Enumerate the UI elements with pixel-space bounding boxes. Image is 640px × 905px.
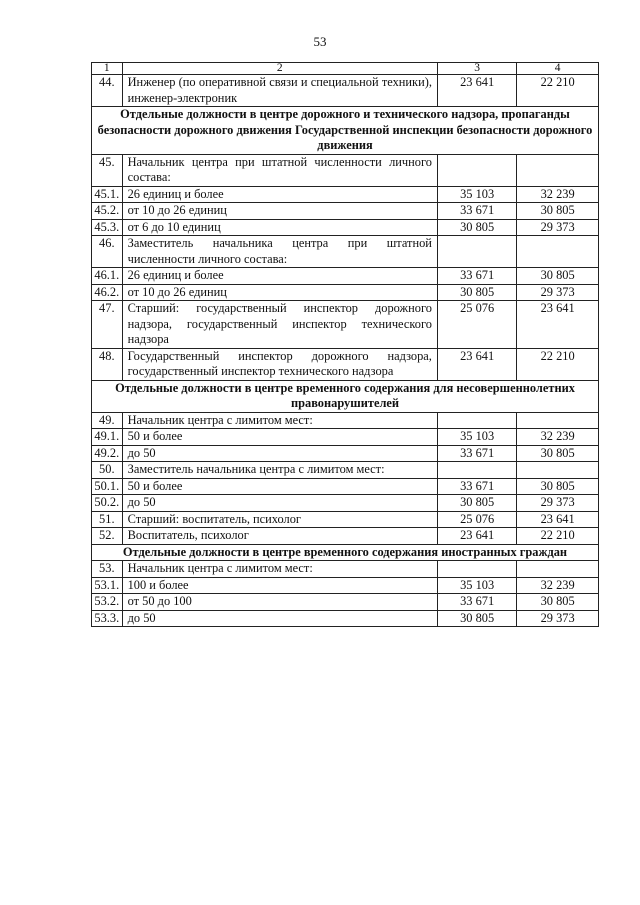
position-title: Старший: воспитатель, психолог [122,511,437,528]
column-number-2: 2 [122,63,437,75]
value-column-3 [437,412,516,429]
position-title: от 10 до 26 единиц [122,203,437,220]
position-title: Старший: государственный инспектор дорожного надзора, государственный инспектор технического надзора [122,301,437,349]
value-column-3: 30 805 [437,219,516,236]
position-title: до 50 [122,610,437,627]
row-number: 53.3. [92,610,123,627]
value-column-4: 32 239 [517,577,599,594]
value-column-4: 29 373 [517,610,599,627]
row-number: 50.1. [92,478,123,495]
section-header-row [92,544,599,561]
row-number: 44. [92,75,123,107]
position-title: от 10 до 26 единиц [122,284,437,301]
value-column-3 [437,561,516,578]
value-column-3: 25 076 [437,301,516,349]
position-title: до 50 [122,445,437,462]
value-column-4: 30 805 [517,268,599,285]
row-number: 47. [92,301,123,349]
table-row [92,186,599,203]
value-column-4: 23 641 [517,511,599,528]
row-number: 52. [92,528,123,545]
row-number: 50. [92,462,123,479]
table-row [92,412,599,429]
value-column-4: 32 239 [517,186,599,203]
position-title: Заместитель начальника центра с лимитом мест: [122,462,437,479]
table-row [92,495,599,512]
value-column-4: 22 210 [517,528,599,545]
position-title: 50 и более [122,429,437,446]
value-column-3: 35 103 [437,577,516,594]
section-header-row [92,107,599,155]
value-column-3 [437,462,516,479]
row-number: 48. [92,348,123,380]
value-column-4 [517,236,599,268]
value-column-3: 33 671 [437,268,516,285]
table-row [92,462,599,479]
value-column-3 [437,154,516,186]
position-title: от 50 до 100 [122,594,437,611]
position-title: Начальник центра с лимитом мест: [122,412,437,429]
row-number: 45.3. [92,219,123,236]
value-column-3: 23 641 [437,75,516,107]
value-column-4 [517,154,599,186]
position-title: 100 и более [122,577,437,594]
row-number: 49. [92,412,123,429]
position-title: Воспитатель, психолог [122,528,437,545]
value-column-4: 22 210 [517,75,599,107]
position-title: Начальник центра при штатной численности личного состава: [122,154,437,186]
value-column-3: 33 671 [437,203,516,220]
table-row [92,348,599,380]
row-number: 49.1. [92,429,123,446]
table-row [92,284,599,301]
value-column-3: 30 805 [437,495,516,512]
value-column-3: 35 103 [437,429,516,446]
position-title: 50 и более [122,478,437,495]
row-number: 45. [92,154,123,186]
value-column-4: 29 373 [517,284,599,301]
page-number: 53 [313,34,327,49]
row-number: 45.1. [92,186,123,203]
table-row [92,75,599,107]
table-row [92,445,599,462]
value-column-3: 30 805 [437,610,516,627]
value-column-4: 29 373 [517,495,599,512]
value-column-4 [517,462,599,479]
table-row [92,219,599,236]
row-number: 53.1. [92,577,123,594]
position-title: Заместитель начальника центра при штатной численности личного состава: [122,236,437,268]
table-row [92,561,599,578]
value-column-4: 23 641 [517,301,599,349]
row-number: 53. [92,561,123,578]
value-column-3: 23 641 [437,348,516,380]
position-title: 26 единиц и более [122,186,437,203]
position-title: Инженер (по оперативной связи и специальной техники), инженер-электроник [122,75,437,107]
table-row [92,528,599,545]
column-number-1: 1 [92,63,123,75]
row-number: 46.2. [92,284,123,301]
value-column-3: 33 671 [437,594,516,611]
value-column-4 [517,412,599,429]
salary-table [91,62,599,627]
table-row [92,236,599,268]
row-number: 53.2. [92,594,123,611]
table-row [92,610,599,627]
table-row [92,511,599,528]
value-column-4: 22 210 [517,348,599,380]
value-column-4: 30 805 [517,203,599,220]
position-title: Начальник центра с лимитом мест: [122,561,437,578]
section-title: Отдельные должности в центре временного содержания иностранных граждан [92,544,599,561]
position-title: Государственный инспектор дорожного надзора, государственный инспектор технического надзора [122,348,437,380]
column-number-4: 4 [517,63,599,75]
section-title: Отдельные должности в центре дорожного и технического надзора, пропаганды безопасности дорожного движения Государственной инспекции безопасности дорожного движения [92,107,599,155]
table-row [92,478,599,495]
section-header-row [92,380,599,412]
table-row [92,154,599,186]
value-column-4: 30 805 [517,594,599,611]
row-number: 49.2. [92,445,123,462]
column-number-3: 3 [437,63,516,75]
table-row [92,301,599,349]
value-column-3: 33 671 [437,478,516,495]
row-number: 51. [92,511,123,528]
table-header-row [92,63,599,75]
position-title: 26 единиц и более [122,268,437,285]
section-title: Отдельные должности в центре временного содержания для несовершеннолетних правонарушителей [92,380,599,412]
table-row [92,577,599,594]
value-column-4: 32 239 [517,429,599,446]
position-title: до 50 [122,495,437,512]
row-number: 46.1. [92,268,123,285]
value-column-3: 23 641 [437,528,516,545]
value-column-3 [437,236,516,268]
table-row [92,429,599,446]
table-row [92,268,599,285]
row-number: 45.2. [92,203,123,220]
table-row [92,203,599,220]
value-column-3: 33 671 [437,445,516,462]
value-column-4: 29 373 [517,219,599,236]
row-number: 50.2. [92,495,123,512]
table-row [92,594,599,611]
value-column-4: 30 805 [517,445,599,462]
value-column-4 [517,561,599,578]
value-column-3: 35 103 [437,186,516,203]
value-column-4: 30 805 [517,478,599,495]
value-column-3: 30 805 [437,284,516,301]
position-title: от 6 до 10 единиц [122,219,437,236]
row-number: 46. [92,236,123,268]
value-column-3: 25 076 [437,511,516,528]
